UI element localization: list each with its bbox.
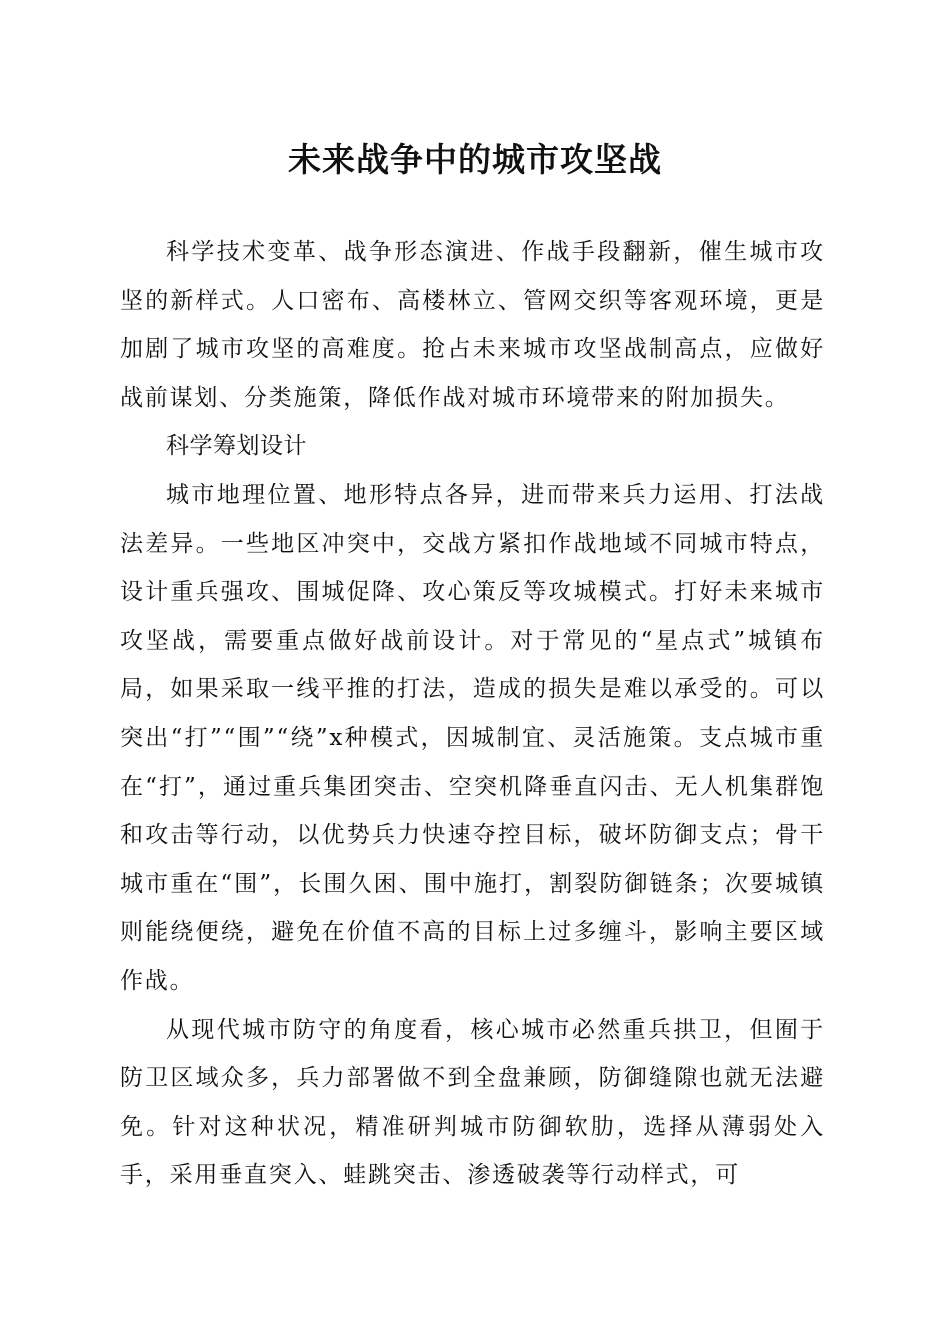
body-paragraph: 城市地理位置、地形特点各异，进而带来兵力运用、打法战法差异。一些地区冲突中，交战方紧扣作战地域不同城市特点，设计重兵强攻、围城促降、攻心策反等攻城模式。打好未来城市攻坚战，需要重点做好战前设计。对于常见的“星点式”城镇布局，如果采取一线平推的打法，造成的损失是难以承受的。可以突出“打”“围”“绕”x种模式，因城制宜、灵活施策。支点城市重在“打”，通过重兵集团突击、空突机降垂直闪击、无人机集群饱和攻击等行动，以优势兵力快速夺控目标，破坏防御支点；骨干城市重在“围”，长围久困、围中施打，割裂防御链条；次要城镇则能绕便绕，避免在价值不高的目标上过多缠斗，影响主要区域作战。	[120, 481, 825, 994]
document-body	[120, 228, 825, 1200]
intro-paragraph: 科学技术变革、战争形态演进、作战手段翻新，催生城市攻坚的新样式。人口密布、高楼林立、管网交织等客观环境，更是加剧了城市攻坚的高难度。抢占未来城市攻坚战制高点，应做好战前谋划、分类施策，降低作战对城市环境带来的附加损失。	[120, 239, 825, 411]
section-heading: 科学筹划设计	[166, 433, 307, 460]
body-paragraph: 从现代城市防守的角度看，核心城市必然重兵拱卫，但囿于防卫区域众多，兵力部署做不到全盘兼顾，防御缝隙也就无法避免。针对这种状况，精准研判城市防御软肋，选择从薄弱处入手，采用垂直突入、蛙跳突击、渗透破袭等行动样式，可	[120, 1016, 825, 1189]
document-title: 未来战争中的城市攻坚战	[288, 140, 662, 179]
